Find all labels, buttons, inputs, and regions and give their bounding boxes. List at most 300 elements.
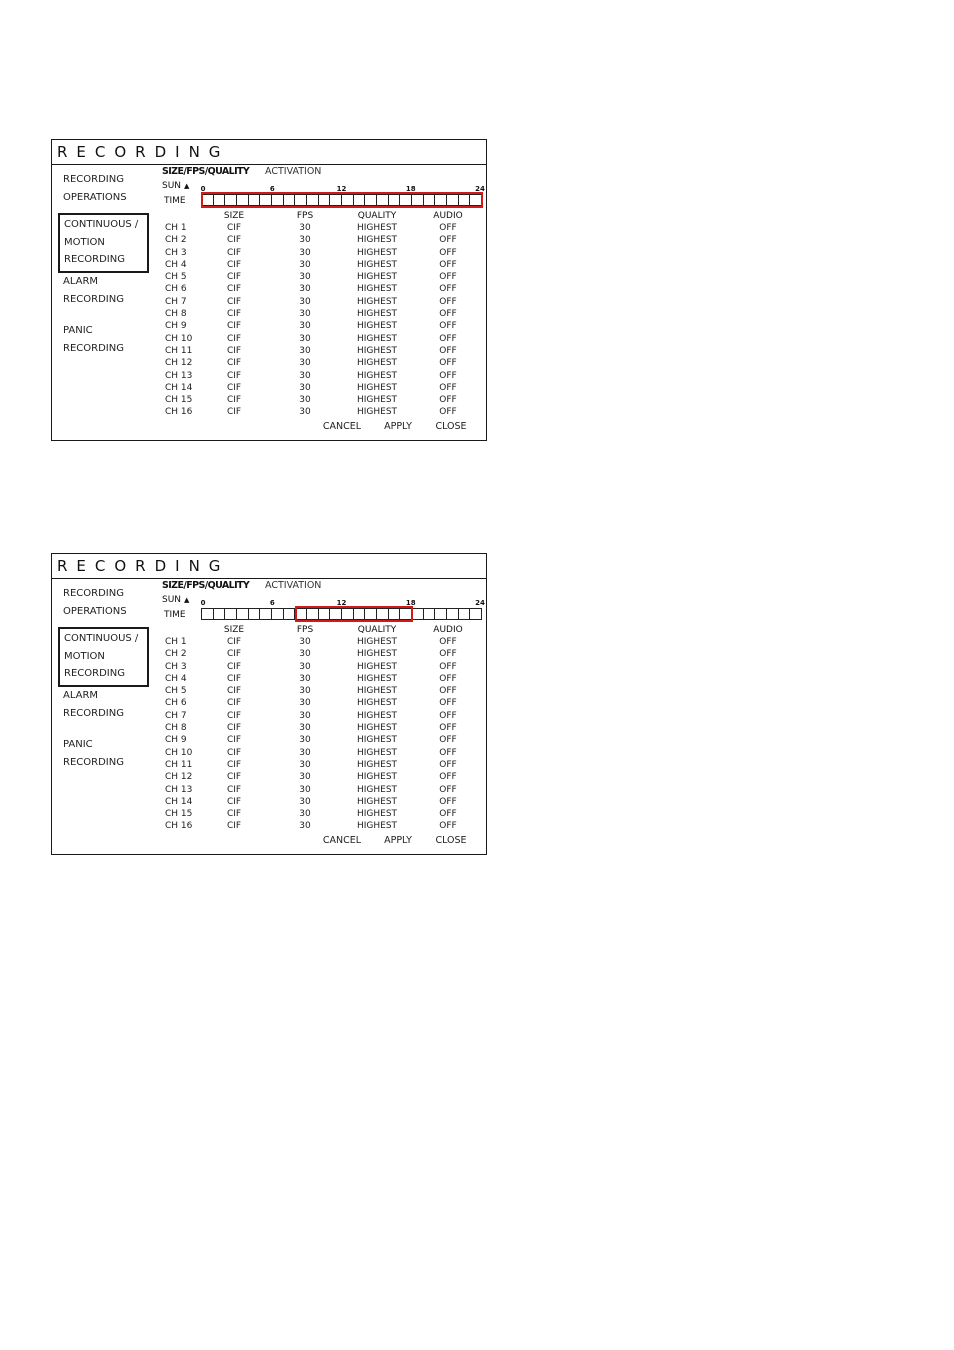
column-header-quality: QUALITY (357, 211, 397, 221)
audio-value[interactable]: OFF (439, 710, 457, 721)
hour-slot[interactable] (295, 195, 307, 205)
sidebar-item-label: RECORDING (63, 342, 124, 354)
audio-value[interactable]: OFF (439, 637, 457, 647)
size-value[interactable]: CIF (226, 382, 242, 393)
tab-size-fps-quality[interactable]: SIZE/FPS/QUALITY (162, 580, 250, 591)
table-row[interactable] (52, 394, 486, 406)
audio-value[interactable]: OFF (439, 223, 457, 233)
hour-slot[interactable] (424, 609, 436, 619)
hour-tick-label: 24 (475, 599, 485, 607)
hour-slot[interactable] (424, 195, 436, 205)
quality-value[interactable]: HIGHEST (356, 649, 398, 660)
audio-value[interactable]: OFF (439, 686, 457, 697)
fps-value[interactable]: 30 (299, 272, 311, 283)
hour-slot[interactable] (354, 195, 366, 205)
hour-slot[interactable] (225, 609, 237, 619)
sidebar-item-recording-operations[interactable] (63, 171, 153, 206)
audio-value[interactable]: OFF (439, 321, 457, 332)
size-value[interactable]: CIF (226, 772, 242, 783)
size-value[interactable]: CIF (226, 259, 242, 270)
size-value[interactable]: CIF (226, 309, 242, 320)
audio-value[interactable]: OFF (439, 345, 457, 356)
size-value[interactable]: CIF (226, 796, 242, 807)
audio-value[interactable]: OFF (439, 821, 457, 832)
quality-value[interactable]: HIGHEST (356, 235, 398, 246)
hour-slot[interactable] (284, 609, 296, 619)
fps-value[interactable]: 30 (299, 735, 311, 746)
size-value[interactable]: CIF (226, 407, 242, 418)
audio-value[interactable]: OFF (439, 382, 457, 393)
audio-value[interactable]: OFF (439, 698, 457, 709)
hour-tick-label: 12 (336, 185, 347, 193)
fps-value[interactable]: 30 (299, 796, 311, 807)
channel-label: CH 15 (165, 809, 193, 820)
hour-slot[interactable] (272, 195, 284, 205)
fps-value[interactable]: 30 (299, 345, 311, 356)
hour-tick-label: 0 (200, 599, 206, 607)
fps-value[interactable]: 30 (299, 259, 311, 270)
audio-value[interactable]: OFF (439, 747, 457, 758)
audio-value[interactable]: OFF (439, 649, 457, 660)
size-value[interactable]: CIF (226, 698, 242, 709)
hour-slot[interactable] (377, 195, 389, 205)
title-bar (52, 554, 486, 579)
hour-slot[interactable] (237, 195, 249, 205)
fps-value[interactable]: 30 (299, 772, 311, 783)
hour-slot[interactable] (470, 195, 481, 205)
channel-label: CH 9 (165, 735, 187, 746)
audio-value[interactable]: OFF (439, 784, 457, 795)
channel-label: CH 1 (165, 637, 187, 647)
size-value[interactable]: CIF (226, 637, 242, 647)
channel-label: CH 15 (165, 395, 193, 406)
sidebar-item-label: RECORDING (63, 756, 124, 768)
hour-slot[interactable] (307, 609, 319, 619)
fps-value[interactable]: 30 (299, 247, 311, 258)
sidebar-item-label: RECORDING (64, 668, 125, 679)
audio-value[interactable]: OFF (439, 407, 457, 418)
hour-slot[interactable] (237, 609, 249, 619)
up-down-arrows-icon[interactable]: ▲ (184, 182, 190, 190)
fps-value[interactable]: 30 (299, 661, 311, 672)
fps-value[interactable]: 30 (299, 673, 311, 684)
table-row[interactable] (52, 259, 486, 271)
channel-label: CH 11 (165, 759, 193, 770)
size-value[interactable]: CIF (226, 759, 242, 770)
size-value[interactable]: CIF (226, 784, 242, 795)
hour-slot[interactable] (330, 609, 342, 619)
audio-value[interactable]: OFF (439, 309, 457, 320)
table-row[interactable] (52, 271, 486, 283)
quality-value[interactable]: HIGHEST (356, 272, 398, 283)
size-value[interactable]: CIF (226, 247, 242, 258)
size-value[interactable]: CIF (226, 821, 242, 832)
channel-label: CH 3 (165, 661, 187, 672)
quality-value[interactable]: HIGHEST (356, 637, 398, 647)
hour-slot[interactable] (342, 195, 354, 205)
table-row[interactable] (52, 222, 486, 234)
quality-value[interactable]: HIGHEST (356, 370, 398, 381)
audio-value[interactable]: OFF (439, 259, 457, 270)
sidebar-item-label: RECORDING (63, 707, 124, 719)
table-row[interactable] (52, 734, 486, 746)
sidebar-item-label: PANIC (63, 739, 93, 750)
channel-table (52, 636, 486, 833)
audio-value[interactable]: OFF (439, 809, 457, 820)
audio-value[interactable]: OFF (439, 395, 457, 406)
table-row[interactable] (52, 685, 486, 697)
hour-slot[interactable] (214, 609, 226, 619)
table-row[interactable] (52, 406, 486, 418)
quality-value[interactable]: HIGHEST (356, 759, 398, 770)
time-label: TIME (164, 610, 186, 620)
hour-slot[interactable] (319, 195, 331, 205)
recording-window (51, 553, 487, 855)
table-row[interactable] (52, 345, 486, 357)
hour-slot[interactable] (412, 609, 424, 619)
sidebar-item-recording-operations[interactable] (63, 585, 153, 620)
channel-label: CH 8 (165, 309, 187, 320)
audio-value[interactable]: OFF (439, 759, 457, 770)
hour-slot[interactable] (377, 609, 389, 619)
table-row[interactable] (52, 808, 486, 820)
sidebar-item-label: OPERATIONS (63, 605, 127, 617)
audio-value[interactable]: OFF (439, 235, 457, 246)
title-bar (52, 140, 486, 165)
tab-activation[interactable]: ACTIVATION (265, 166, 322, 177)
channel-label: CH 7 (165, 710, 187, 721)
quality-value[interactable]: HIGHEST (356, 723, 398, 734)
table-row[interactable] (52, 382, 486, 394)
hour-tick-label: 6 (269, 599, 275, 607)
hour-slot[interactable] (260, 609, 272, 619)
channel-label: CH 5 (165, 272, 187, 283)
column-header-quality: QUALITY (357, 625, 397, 635)
table-row[interactable] (52, 820, 486, 832)
audio-value[interactable]: OFF (439, 284, 457, 295)
hour-slot[interactable] (354, 609, 366, 619)
sidebar-item-label: RECORDING (63, 174, 124, 185)
table-row[interactable] (52, 370, 486, 382)
size-value[interactable]: CIF (226, 723, 242, 734)
channel-label: CH 3 (165, 247, 187, 258)
quality-value[interactable]: HIGHEST (356, 784, 398, 795)
fps-value[interactable]: 30 (299, 821, 311, 832)
apply-button[interactable]: APPLY (384, 835, 412, 846)
quality-value[interactable]: HIGHEST (356, 407, 398, 418)
table-row[interactable] (52, 784, 486, 796)
hour-tick-label: 24 (475, 185, 485, 193)
hour-slot[interactable] (459, 609, 471, 619)
channel-label: CH 7 (165, 296, 187, 307)
sidebar-item-label: ALARM (63, 690, 99, 701)
channel-label: CH 16 (165, 821, 193, 832)
size-value[interactable]: CIF (226, 296, 242, 307)
audio-value[interactable]: OFF (439, 247, 457, 258)
quality-value[interactable]: HIGHEST (356, 382, 398, 393)
hour-slot[interactable] (202, 195, 214, 205)
channel-label: CH 16 (165, 407, 193, 418)
channel-label: CH 6 (165, 698, 187, 709)
size-value[interactable]: CIF (226, 686, 242, 697)
quality-value[interactable]: HIGHEST (356, 796, 398, 807)
column-header-fps: FPS (296, 625, 314, 635)
channel-label: CH 5 (165, 686, 187, 697)
hour-slot[interactable] (459, 195, 471, 205)
fps-value[interactable]: 30 (299, 235, 311, 246)
channel-label: CH 13 (165, 370, 193, 381)
table-row[interactable] (52, 759, 486, 771)
column-header-audio: AUDIO (433, 625, 463, 635)
audio-value[interactable]: OFF (439, 735, 457, 746)
quality-value[interactable]: HIGHEST (356, 223, 398, 233)
hour-slot[interactable] (249, 609, 261, 619)
fps-value[interactable]: 30 (299, 296, 311, 307)
column-header-size: SIZE (223, 211, 245, 221)
sidebar-item-label: RECORDING (63, 588, 124, 599)
quality-value[interactable]: HIGHEST (356, 673, 398, 684)
size-value[interactable]: CIF (226, 370, 242, 381)
quality-value[interactable]: HIGHEST (356, 296, 398, 307)
quality-value[interactable]: HIGHEST (356, 747, 398, 758)
size-value[interactable]: CIF (226, 345, 242, 356)
channel-label: CH 6 (165, 284, 187, 295)
tab-activation[interactable]: ACTIVATION (265, 580, 322, 591)
tab-size-fps-quality[interactable]: SIZE/FPS/QUALITY (162, 166, 250, 177)
size-value[interactable]: CIF (226, 735, 242, 746)
sidebar-item-label: RECORDING (64, 254, 125, 265)
hour-slot[interactable] (225, 195, 237, 205)
table-row[interactable] (52, 283, 486, 295)
channel-label: CH 10 (165, 333, 193, 344)
size-value[interactable]: CIF (226, 649, 242, 660)
table-row[interactable] (52, 333, 486, 345)
sidebar-item-label: ALARM (63, 276, 99, 287)
quality-value[interactable]: HIGHEST (356, 809, 398, 820)
sidebar-item-label: CONTINUOUS / (64, 633, 139, 644)
day-selector[interactable] (162, 594, 189, 606)
fps-value[interactable]: 30 (299, 407, 311, 418)
channel-label: CH 12 (165, 358, 193, 369)
column-header-size: SIZE (223, 625, 245, 635)
hour-slot[interactable] (342, 609, 354, 619)
column-header-fps: FPS (296, 211, 314, 221)
hour-slot[interactable] (435, 609, 447, 619)
time-slot-bar[interactable] (201, 608, 482, 620)
hour-slot[interactable] (365, 195, 377, 205)
quality-value[interactable]: HIGHEST (356, 358, 398, 369)
size-value[interactable]: CIF (226, 673, 242, 684)
column-header-audio: AUDIO (433, 211, 463, 221)
hour-tick-label: 18 (405, 185, 416, 193)
hour-slot[interactable] (365, 609, 377, 619)
size-value[interactable]: CIF (226, 747, 242, 758)
fps-value[interactable]: 30 (299, 747, 311, 758)
audio-value[interactable]: OFF (439, 796, 457, 807)
audio-value[interactable]: OFF (439, 723, 457, 734)
hour-slot[interactable] (447, 195, 459, 205)
cancel-button[interactable]: CANCEL (322, 835, 362, 846)
hour-slot[interactable] (330, 195, 342, 205)
quality-value[interactable]: HIGHEST (356, 735, 398, 746)
size-value[interactable]: CIF (226, 284, 242, 295)
channel-label: CH 4 (165, 259, 187, 270)
up-down-arrows-icon[interactable]: ▲ (184, 596, 190, 604)
quality-value[interactable]: HIGHEST (356, 321, 398, 332)
audio-value[interactable]: OFF (439, 370, 457, 381)
quality-value[interactable]: HIGHEST (356, 821, 398, 832)
fps-value[interactable]: 30 (299, 358, 311, 369)
hour-slot[interactable] (260, 195, 272, 205)
table-row[interactable] (52, 308, 486, 320)
hour-slot[interactable] (435, 195, 447, 205)
audio-value[interactable]: OFF (439, 661, 457, 672)
sidebar-item-label: MOTION (64, 236, 105, 248)
hour-slot[interactable] (272, 609, 284, 619)
hour-slot[interactable] (470, 609, 481, 619)
hour-slot[interactable] (202, 609, 214, 619)
apply-button[interactable]: APPLY (384, 421, 412, 432)
hour-slot[interactable] (412, 195, 424, 205)
fps-value[interactable]: 30 (299, 784, 311, 795)
table-row[interactable] (52, 296, 486, 308)
fps-value[interactable]: 30 (299, 809, 311, 820)
fps-value[interactable]: 30 (299, 223, 311, 233)
quality-value[interactable]: HIGHEST (356, 698, 398, 709)
channel-label: CH 8 (165, 723, 187, 734)
audio-value[interactable]: OFF (439, 673, 457, 684)
fps-value[interactable]: 30 (299, 382, 311, 393)
audio-value[interactable]: OFF (439, 272, 457, 283)
hour-slot[interactable] (447, 609, 459, 619)
hour-slot[interactable] (389, 609, 401, 619)
sidebar-item-label: CONTINUOUS / (64, 219, 139, 230)
size-value[interactable]: CIF (226, 710, 242, 721)
quality-value[interactable]: HIGHEST (356, 284, 398, 295)
quality-value[interactable]: HIGHEST (356, 772, 398, 783)
size-value[interactable]: CIF (226, 358, 242, 369)
quality-value[interactable]: HIGHEST (356, 395, 398, 406)
audio-value[interactable]: OFF (439, 772, 457, 783)
hour-slot[interactable] (284, 195, 296, 205)
sidebar-item-label: OPERATIONS (63, 191, 127, 203)
table-row[interactable] (52, 320, 486, 332)
quality-value[interactable]: HIGHEST (356, 309, 398, 320)
fps-value[interactable]: 30 (299, 637, 311, 647)
quality-value[interactable]: HIGHEST (356, 345, 398, 356)
window-title: RECORDING (57, 143, 230, 161)
hour-slot[interactable] (400, 195, 412, 205)
channel-label: CH 2 (165, 235, 187, 246)
quality-value[interactable]: HIGHEST (356, 259, 398, 270)
table-row[interactable] (52, 710, 486, 722)
time-label: TIME (164, 196, 186, 206)
fps-value[interactable]: 30 (299, 370, 311, 381)
audio-value[interactable]: OFF (439, 358, 457, 369)
table-row[interactable] (52, 747, 486, 759)
recording-window (51, 139, 487, 441)
fps-value[interactable]: 30 (299, 321, 311, 332)
fps-value[interactable]: 30 (299, 698, 311, 709)
table-row[interactable] (52, 796, 486, 808)
fps-value[interactable]: 30 (299, 710, 311, 721)
sidebar-item-label: PANIC (63, 325, 93, 336)
table-row[interactable] (52, 661, 486, 673)
quality-value[interactable]: HIGHEST (356, 333, 398, 344)
close-button[interactable]: CLOSE (435, 835, 467, 846)
channel-label: CH 4 (165, 673, 187, 684)
time-slot-bar[interactable] (201, 194, 482, 206)
hour-tick-label: 6 (269, 185, 275, 193)
channel-label: CH 2 (165, 649, 187, 660)
size-value[interactable]: CIF (226, 809, 242, 820)
size-value[interactable]: CIF (226, 235, 242, 246)
fps-value[interactable]: 30 (299, 284, 311, 295)
fps-value[interactable]: 30 (299, 333, 311, 344)
window-title: RECORDING (57, 557, 230, 575)
table-row[interactable] (52, 697, 486, 709)
channel-label: CH 14 (165, 796, 193, 807)
quality-value[interactable]: HIGHEST (356, 710, 398, 721)
size-value[interactable]: CIF (226, 333, 242, 344)
hour-slot[interactable] (389, 195, 401, 205)
cancel-button[interactable]: CANCEL (322, 421, 362, 432)
hour-slot[interactable] (295, 609, 307, 619)
table-row[interactable] (52, 357, 486, 369)
table-row[interactable] (52, 648, 486, 660)
audio-value[interactable]: OFF (439, 296, 457, 307)
channel-label: CH 9 (165, 321, 187, 332)
channel-label: CH 13 (165, 784, 193, 795)
fps-value[interactable]: 30 (299, 649, 311, 660)
hour-slot[interactable] (319, 609, 331, 619)
fps-value[interactable]: 30 (299, 395, 311, 406)
hour-slot[interactable] (307, 195, 319, 205)
size-value[interactable]: CIF (226, 223, 242, 233)
hour-slot[interactable] (249, 195, 261, 205)
channel-table (52, 222, 486, 419)
table-row[interactable] (52, 247, 486, 259)
fps-value[interactable]: 30 (299, 759, 311, 770)
day-value: SUN (162, 595, 182, 605)
fps-value[interactable]: 30 (299, 723, 311, 734)
quality-value[interactable]: HIGHEST (356, 247, 398, 258)
day-value: SUN (162, 181, 182, 191)
table-row[interactable] (52, 771, 486, 783)
size-value[interactable]: CIF (226, 661, 242, 672)
size-value[interactable]: CIF (226, 321, 242, 332)
hour-tick-label: 0 (200, 185, 206, 193)
table-row[interactable] (52, 234, 486, 246)
audio-value[interactable]: OFF (439, 333, 457, 344)
sidebar-item-label: MOTION (64, 650, 105, 662)
size-value[interactable]: CIF (226, 272, 242, 283)
table-row[interactable] (52, 722, 486, 734)
channel-label: CH 1 (165, 223, 187, 233)
size-value[interactable]: CIF (226, 395, 242, 406)
hour-slot[interactable] (214, 195, 226, 205)
hour-slot[interactable] (400, 609, 412, 619)
quality-value[interactable]: HIGHEST (356, 661, 398, 672)
close-button[interactable]: CLOSE (435, 421, 467, 432)
day-selector[interactable] (162, 180, 189, 192)
quality-value[interactable]: HIGHEST (356, 686, 398, 697)
table-row[interactable] (52, 673, 486, 685)
table-row[interactable] (52, 636, 486, 648)
fps-value[interactable]: 30 (299, 686, 311, 697)
channel-label: CH 14 (165, 382, 193, 393)
fps-value[interactable]: 30 (299, 309, 311, 320)
